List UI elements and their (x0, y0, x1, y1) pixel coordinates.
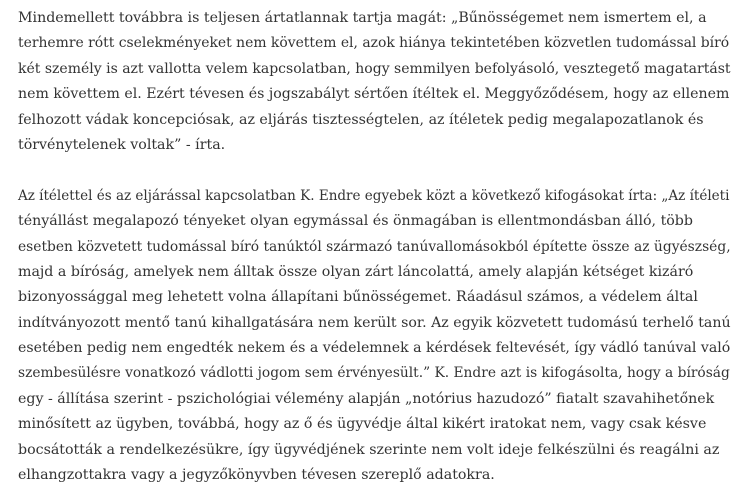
text-line: majd a bíróság, amelyek nem álltak össze olyan zárt láncolattá, amely alapján kétséget kizáró (18, 263, 694, 280)
text-line: terhemre rótt cselekményeket nem követtem el, azok hiánya tekintetében közvetlen tudomással bíró (18, 35, 730, 52)
text-line: esetben közvetett tudomással bíró tanúktól származó tanúvallomásokból építette össze az ügyészség, (18, 238, 731, 255)
text-line: bocsátották a rendelkezésükre, így ügyvédjének szerinte nem volt ideje felkészülni és reagálni az (18, 441, 720, 458)
text-line: szembesülésre vonatkozó vádlotti jogom sem érvényesült.” K. Endre azt is kifogásolta, hogy a bíróság (18, 365, 730, 382)
article-body (18, 6, 730, 488)
text-line: nem követtem el. Ezért tévesen és jogszabályt sértően ítéltek el. Meggyőződésem, hogy az ellenem (18, 86, 730, 103)
text-line: két személy is azt vallotta velem kapcsolatban, hogy semmilyen befolyásoló, vesztegető magatartást (18, 60, 731, 77)
text-line: indítványozott mentő tanú kihallgatására nem került sor. Az egyik közvetett tudomású terhelő tanú (18, 314, 731, 331)
text-line: egy - állítása szerint - pszichológiai vélemény alapján „notórius hazudozó” fiatalt szavahihetőnek (18, 390, 715, 407)
text-line: Mindemellett továbbra is teljesen ártatlannak tartja magát: „Bűnösségemet nem ismertem el, a (18, 10, 707, 26)
text-line: esetében pedig nem engedték nekem és a védelemnek a kérdések feltevését, így vádló tanúval való (18, 340, 731, 357)
paragraph-gap (18, 158, 730, 183)
text-line: Az ítélettel és az eljárással kapcsolatban K. Endre egyebek közt a következő kifogásokat írta: „Az ítéleti (18, 187, 730, 204)
paragraph-1 (18, 6, 730, 158)
text-line: elhangzottakra vagy a jegyzőkönyvben tévesen szereplő adatokra. (18, 467, 495, 484)
text-line: tényállást megalapozó tényeket olyan egymással és önmagában is ellentmondásban álló, több (18, 213, 693, 230)
text-line: törvénytelenek voltak” - írta. (18, 136, 226, 153)
text-line: minősített az ügyben, továbbá, hogy az ő és ügyvédje által kikért iratokat nem, vagy csak késve (18, 416, 707, 433)
text-line: bizonyossággal meg lehetett volna állapítani bűnösségemet. Ráadásul számos, a védelem által (18, 289, 698, 306)
paragraph-2 (18, 184, 730, 489)
text-line: felhozott vádak koncepciósak, az eljárás tisztességtelen, az ítéletek pedig megalapozatlanok és (18, 111, 704, 128)
